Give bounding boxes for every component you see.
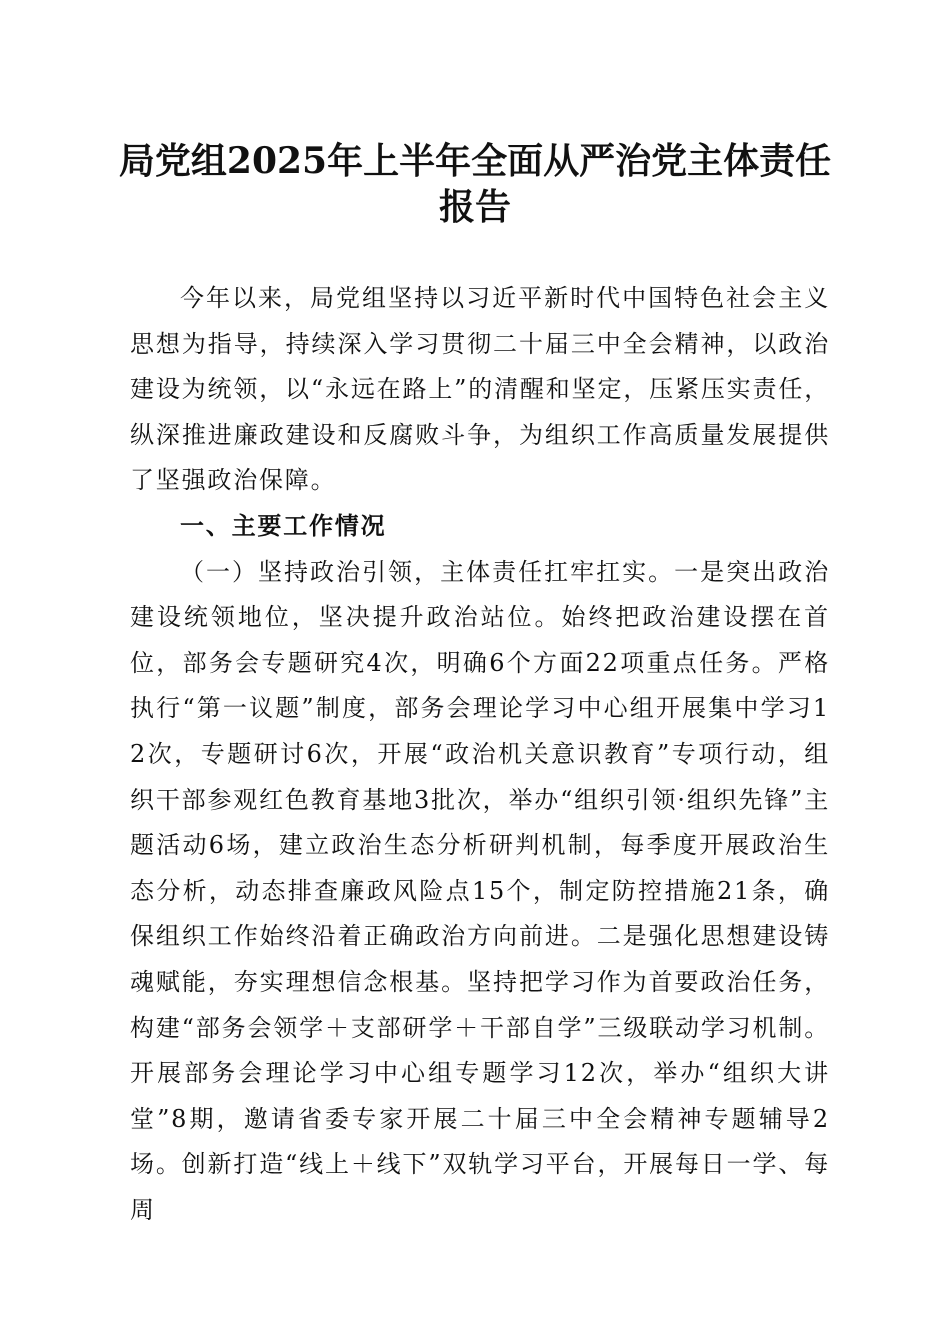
intro-paragraph: 今年以来，局党组坚持以习近平新时代中国特色社会主义思想为指导，持续深入学习贯彻二十届三中全会精神，以政治建设为统领，以“永远在路上”的清醒和坚定，压紧压实责任，纵深推进廉政建设和反腐败斗争，为组织工作高质量发展提供了坚强政治保障。: [130, 284, 830, 495]
document-title: [110, 138, 840, 230]
subsection-body: 一是突出政治建设统领地位，坚决提升政治站位。始终把政治建设摆在首位，部务会专题研究4次，明确6个方面22项重点任务。严格执行“第一议题”制度，部务会理论学习中心组开展集中学习12次，专题研讨6次，开展“政治机关意识教育”专项行动，组织干部参观红色教育基地3批次，举办“组织引领·组织先锋”主题活动6场，建立政治生态分析研判机制，每季度开展政治生态分析，动态排查廉政风险点15个，制定防控措施21条，确保组织工作始终沿着正确政治方向前进。二是强化思想建设铸魂赋能，夯实理想信念根基。坚持把学习作为首要政治任务，构建“部务会领学＋支部研学＋干部自学”三级联动学习机制。开展部务会理论学习中心组专题学习12次，举办“组织大讲堂”8期，邀请省委专家开展二十届三中全会精神专题辅导2场。创新打造“线上＋线下”双轨学习平台，开展每日一学、每周: [130, 557, 830, 1224]
subsection-paragraph: [130, 550, 830, 1234]
document-body: [130, 276, 830, 1233]
title-line-1: 局党组2025年上半年全面从严治党主体责任: [118, 140, 832, 182]
section-heading: 一、主要工作情况: [180, 511, 387, 540]
subsection-heading: （一）坚持政治引领，主体责任扛牢扛实。: [180, 557, 675, 586]
title-line-2: 报告: [438, 186, 511, 228]
